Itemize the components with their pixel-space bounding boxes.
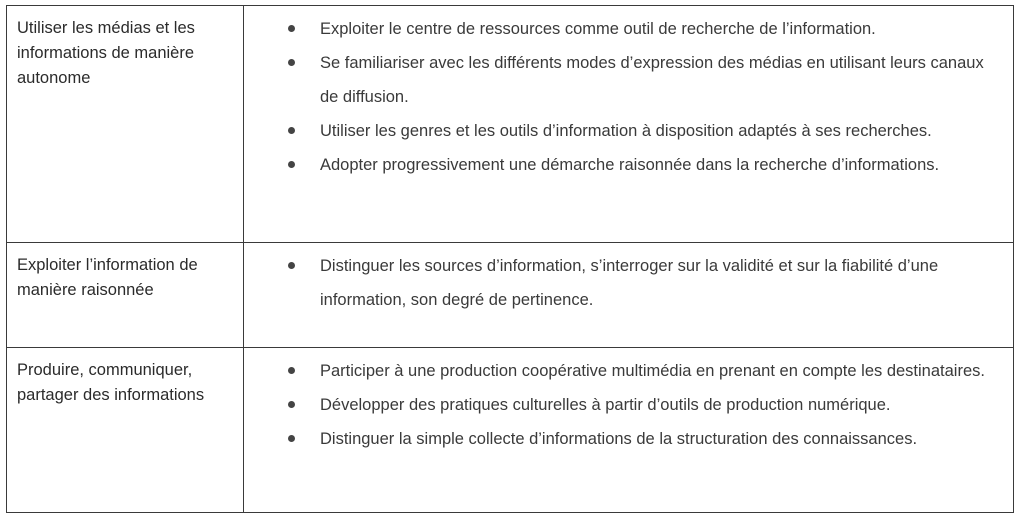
competency-table-container [6,5,1014,513]
bullet-icon [288,25,295,32]
list-item-text: Se familiariser avec les différents modes d’expression des médias en utilisant leurs canaux de diffusion. [320,54,984,106]
row-label: Produire, communiquer, partager des informations [17,361,205,404]
list-item [250,422,1003,456]
list-item [250,148,1003,182]
bullet-icon [288,367,295,374]
list-item [250,46,1003,114]
table-row [7,243,1014,348]
bullet-icon [288,435,295,442]
table-row [7,6,1014,243]
list-item [250,114,1003,148]
list-item [250,12,1003,46]
row-content-cell [244,348,1014,513]
list-item-text: Exploiter le centre de ressources comme outil de recherche de l’information. [320,20,876,38]
row-content-cell [244,6,1014,243]
row-label: Exploiter l’information de manière raisonnée [17,256,198,299]
bullet-icon [288,59,295,66]
bullet-list [250,354,1003,456]
table-row [7,348,1014,513]
bullet-list [250,12,1003,182]
competency-table [6,5,1014,513]
bullet-icon [288,262,295,269]
bullet-icon [288,127,295,134]
list-item-text: Distinguer les sources d’information, s’interroger sur la validité et sur la fiabilité d’une information, son degré de pertinence. [320,257,939,309]
bullet-list [250,249,1003,317]
bullet-icon [288,401,295,408]
list-item-text: Adopter progressivement une démarche raisonnée dans la recherche d’informations. [320,156,940,174]
row-label-cell [7,6,244,243]
row-label-cell [7,243,244,348]
bullet-icon [288,161,295,168]
list-item [250,388,1003,422]
list-item [250,249,1003,317]
row-label-cell [7,348,244,513]
list-item-text: Utiliser les genres et les outils d’information à disposition adaptés à ses recherches. [320,122,932,140]
list-item-text: Développer des pratiques culturelles à partir d’outils de production numérique. [320,396,891,414]
row-content-cell [244,243,1014,348]
list-item-text: Participer à une production coopérative multimédia en prenant en compte les destinataires. [320,362,985,380]
list-item [250,354,1003,388]
list-item-text: Distinguer la simple collecte d’informations de la structuration des connaissances. [320,430,918,448]
row-label: Utiliser les médias et les informations de manière autonome [17,19,195,87]
